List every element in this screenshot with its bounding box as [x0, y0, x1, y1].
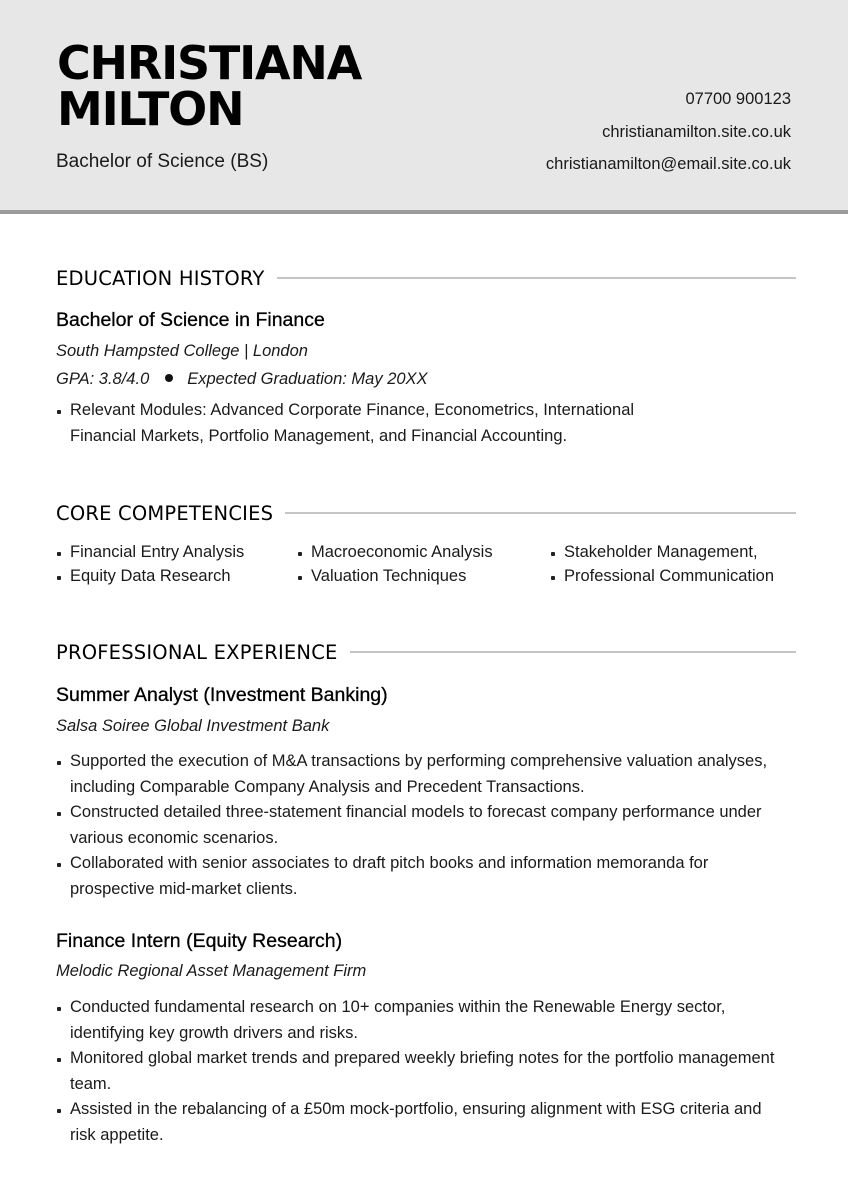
name-line-last: MILTON	[57, 82, 244, 136]
competency-item: Financial Entry Analysis	[56, 540, 297, 564]
email-link[interactable]: christianamilton@email.site.co.uk	[545, 155, 791, 173]
education-section-heading	[56, 265, 796, 291]
name-line-first: CHRISTIANA	[57, 36, 362, 90]
competencies-list	[56, 540, 796, 588]
contact-info	[546, 88, 791, 186]
job-title: Summer Analyst (Investment Banking)	[56, 684, 388, 706]
job-company: Salsa Soiree Global Investment Bank	[56, 717, 330, 735]
phone-number: 07700 900123	[685, 90, 791, 108]
education-bullets	[56, 398, 686, 449]
degree-subtitle: Bachelor of Science (BS)	[56, 151, 269, 172]
list-item: Assisted in the rebalancing of a £50m mock-portfolio, ensuring alignment with ESG criteria and risk appetite.	[56, 1097, 786, 1148]
education-degree-title: Bachelor of Science in Finance	[56, 309, 325, 331]
competency-item: Valuation Techniques	[297, 564, 550, 588]
competency-item: Stakeholder Management,	[550, 540, 796, 564]
education-details	[56, 370, 428, 389]
list-item: Supported the execution of M&A transactions by performing comprehensive valuation analyses, including Comparable Company Analysis and Precedent Transactions.	[56, 749, 786, 800]
resume-header	[0, 0, 848, 214]
list-item: Constructed detailed three-statement financial models to forecast company performance under various economic scenarios.	[56, 800, 786, 851]
candidate-name	[57, 36, 362, 136]
job-title: Finance Intern (Equity Research)	[56, 930, 343, 952]
graduation-date: Expected Graduation: May 20XX	[187, 370, 428, 388]
competency-item: Macroeconomic Analysis	[297, 540, 550, 564]
job-bullets	[56, 995, 786, 1148]
list-item: Relevant Modules: Advanced Corporate Finance, Econometrics, International Financial Markets, Portfolio Management, and Financial Accounting.	[56, 398, 686, 449]
section-title: PROFESSIONAL EXPERIENCE	[56, 640, 338, 664]
competency-item: Professional Communication	[550, 564, 796, 588]
section-divider	[350, 651, 796, 653]
competencies-section-heading	[56, 500, 796, 526]
list-item: Monitored global market trends and prepared weekly briefing notes for the portfolio management team.	[56, 1046, 786, 1097]
job-bullets	[56, 749, 786, 902]
website-link[interactable]: christianamilton.site.co.uk	[602, 122, 791, 141]
experience-section-heading	[56, 639, 796, 665]
bullet-separator-icon	[165, 374, 173, 382]
education-institution: South Hampsted College | London	[56, 342, 308, 360]
job-company: Melodic Regional Asset Management Firm	[56, 962, 367, 980]
section-divider	[285, 512, 796, 514]
section-divider	[277, 277, 796, 279]
competency-item: Equity Data Research	[56, 564, 297, 588]
list-item: Collaborated with senior associates to draft pitch books and information memoranda for prospective mid-market clients.	[56, 851, 786, 902]
section-title: CORE COMPETENCIES	[56, 501, 274, 525]
gpa: GPA: 3.8/4.0	[56, 370, 150, 388]
section-title: EDUCATION HISTORY	[56, 266, 265, 290]
list-item: Conducted fundamental research on 10+ companies within the Renewable Energy sector, identifying key growth drivers and risks.	[56, 995, 786, 1046]
